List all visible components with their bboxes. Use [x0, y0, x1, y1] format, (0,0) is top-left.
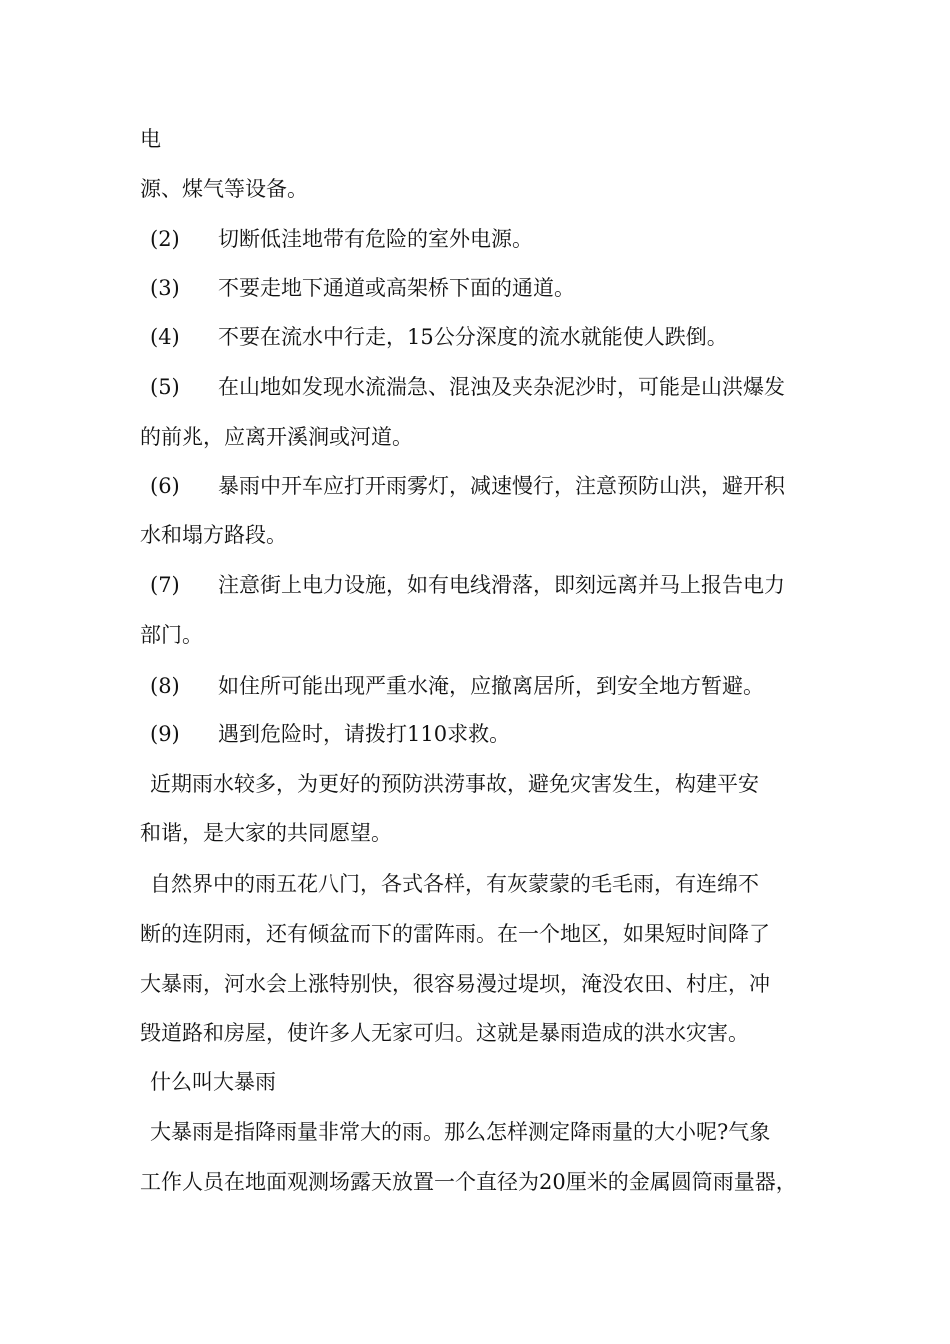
text-line: 水和塌方路段。 — [140, 523, 287, 547]
item-number: (6) — [150, 474, 180, 498]
item-text: 在山地如发现水流湍急、混浊及夹杂泥沙时，可能是山洪爆发 — [218, 375, 785, 399]
text-line: 断的连阴雨，还有倾盆而下的雷阵雨。在一个地区，如果短时间降了 — [140, 922, 770, 946]
item-text: 切断低洼地带有危险的室外电源。 — [218, 227, 533, 251]
list-item-5 — [140, 372, 785, 402]
text-line: 源、煤气等设备。 — [140, 177, 308, 201]
item-text: 如住所可能出现严重水淹，应撤离居所，到安全地方暂避。 — [218, 674, 764, 698]
text-line: 毁道路和房屋，使许多人无家可归。这就是暴雨造成的洪水灾害。 — [140, 1021, 749, 1045]
item-number: (8) — [150, 674, 180, 698]
paragraph-line: 自然界中的雨五花八门，各式各样，有灰蒙蒙的毛毛雨，有连绵不 — [150, 872, 759, 896]
item-number: (3) — [150, 276, 180, 300]
text-line: 的前兆，应离开溪涧或河道。 — [140, 425, 413, 449]
text-line: 大暴雨，河水会上涨特别快，很容易漫过堤坝，淹没农田、村庄，冲 — [140, 972, 770, 996]
text-line: 电 — [140, 127, 161, 151]
item-number: (4) — [150, 325, 180, 349]
item-text: 注意街上电力设施，如有电线滑落，即刻远离并马上报告电力 — [218, 573, 785, 597]
list-item-3 — [140, 273, 575, 303]
list-item-7 — [140, 570, 785, 600]
paragraph-line: 大暴雨是指降雨量非常大的雨。那么怎样测定降雨量的大小呢?气象 — [150, 1120, 771, 1144]
text-line: 和谐，是大家的共同愿望。 — [140, 821, 392, 845]
text-line: 工作人员在地面观测场露天放置一个直径为20厘米的金属圆筒雨量器， — [140, 1170, 797, 1194]
item-text: 不要在流水中行走，15公分深度的流水就能使人跌倒。 — [218, 325, 728, 349]
paragraph-line: 近期雨水较多，为更好的预防洪涝事故，避免灾害发生，构建平安 — [150, 772, 759, 796]
item-number: (7) — [150, 573, 180, 597]
item-number: (9) — [150, 722, 180, 746]
item-number: (5) — [150, 375, 180, 399]
item-number: (2) — [150, 227, 180, 251]
item-text: 遇到危险时，请拨打110求救。 — [218, 722, 511, 746]
item-text: 暴雨中开车应打开雨雾灯，减速慢行，注意预防山洪，避开积 — [218, 474, 785, 498]
list-item-4 — [140, 322, 728, 352]
item-text: 不要走地下通道或高架桥下面的通道。 — [218, 276, 575, 300]
list-item-6 — [140, 471, 785, 501]
list-item-2 — [140, 224, 533, 254]
text-line: 部门。 — [140, 623, 203, 647]
list-item-8 — [140, 671, 764, 701]
list-item-9 — [140, 719, 510, 749]
section-heading: 什么叫大暴雨 — [150, 1070, 276, 1094]
